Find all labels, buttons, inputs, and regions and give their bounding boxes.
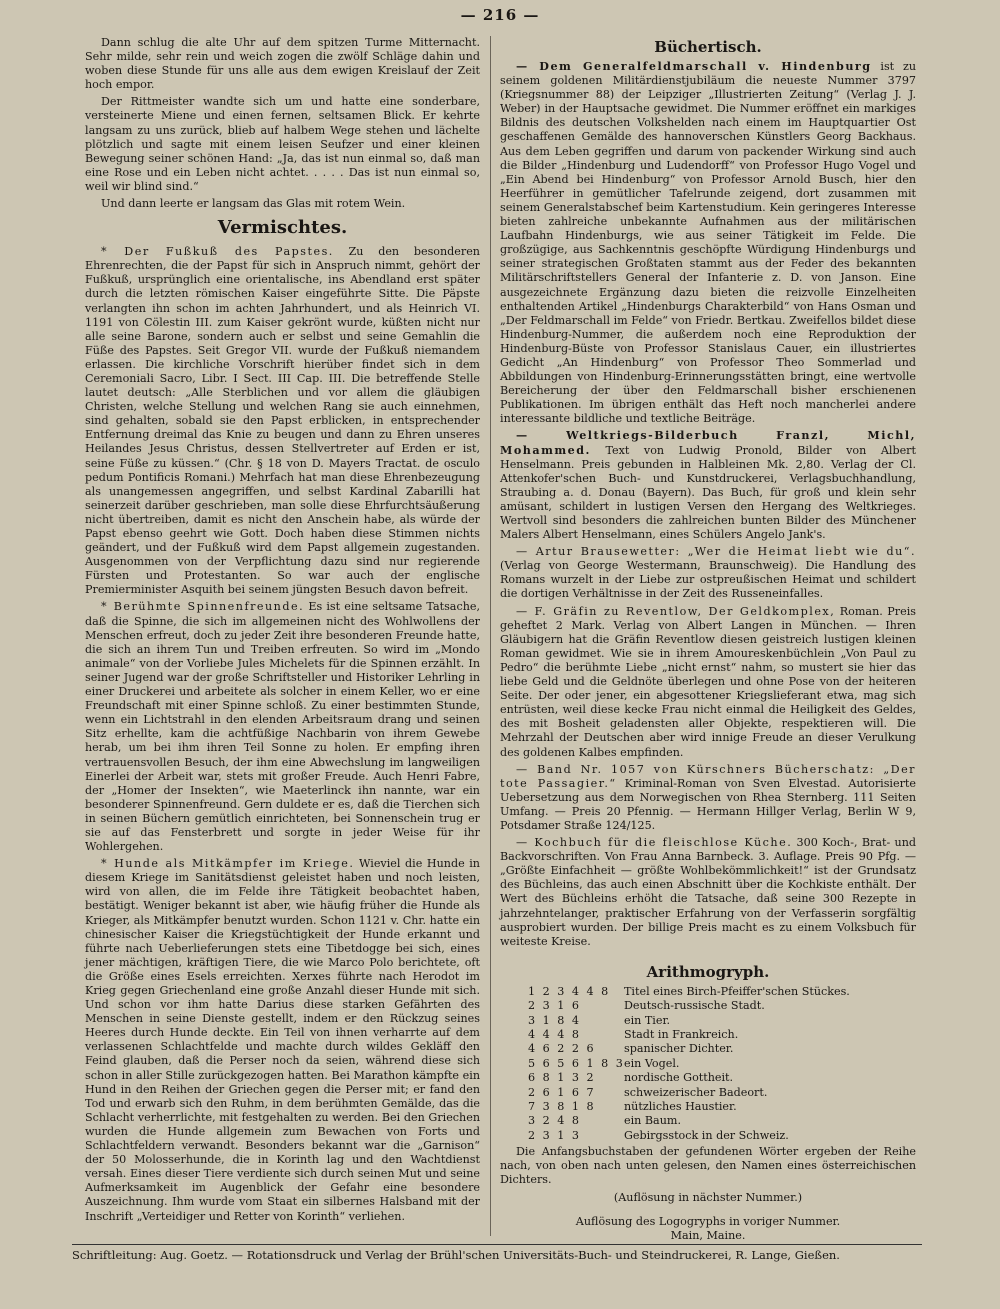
previous-solution-answer: Main, Maine. [670, 1228, 746, 1242]
arithmogryph-row [500, 1086, 916, 1100]
arithmogryph-row [500, 1042, 916, 1056]
review-text: ist zu seinem goldenen Militärdienstjubiläum die neueste Nummer 3797 (Kriegsnummer 88) der Leipziger „Illustrierten Zeitung“ (Verlag J. J. Weber) in der Hauptsache gewidmet. Die Nummer eröffnet ein markiges Bildnis des deutschen Volkshelden nach einem im Hauptquartier Ost geschaffenen Gemälde des hannoverschen Künstlers Georg Backhaus. Aus dem Leben gegriffen und darum von packender Wirkung sind auch die Bilder „Hindenburg und Ludendorff“ von Professor Hugo Vogel und „Ein Abend bei Hindenburg“ von Professor Arnold Busch, hier den Heerführer in gemütlicher Tafelrunde zeigend, dort zusammen mit seinem Generalstabschef beim Kartenstudium. Kein geringeres Interesse bieten zahlreiche unbekannte Aufnahmen aus der militärischen Laufbahn Hindenburgs, wie aus seiner Tätigkeit im Felde. Die großzügige, aus Sachkenntnis geschöpfte Würdigung Hindenburgs und seiner strategischen Großtaten stammt aus der Feder des bekannten Militärschriftstellers General der Infanterie z. D. von Janson. Eine ausgezeichnete Ergänzung dazu bieten die reizvolle Einzelheiten enthaltenden Artikel „Hindenburgs Charakterbild“ von Hans Osman und „Der Feldmarschall im Felde“ von Friedr. Bertkau. Zweifellos bildet diese Hindenburg-Nummer, die außerdem noch eine Reproduktion der Hindenburg-Büste von Professor Stanislaus Cauer, ein illustriertes Gedicht „An Hindenburg“ von Professor Theo Sommerlad und Abbildungen von Hindenburg-Erinnerungsstätten bringt, eine wertvolle Bereicherung der über den Feldmarschall bisher erschienenen Publikationen. Im übrigen enthält das Heft noch mancherlei andere interessante bildliche und textliche Beiträge. [500, 60, 916, 426]
section-heading-buechertisch: Büchertisch. [654, 38, 762, 56]
arithmogryph-clue: nordische Gottheit. [624, 1071, 734, 1085]
arithmogryph-clue: Stadt in Frankreich. [624, 1028, 739, 1042]
arithmogryph-row [500, 1057, 916, 1071]
arithmogryph-number: 4 6 2 2 6 [528, 1042, 596, 1056]
arithmogryph-number: 2 6 1 6 7 [528, 1085, 596, 1099]
arithmogryph-clue: ein Tier. [624, 1013, 671, 1027]
arithmogryph-number: 7 3 8 1 8 [528, 1100, 596, 1114]
previous-solution-label: Auflösung des Logogryphs in voriger Nummer. [575, 1214, 841, 1228]
arithmogryph-clue: ein Baum. [624, 1114, 681, 1128]
review-bilderbuch [500, 429, 916, 542]
arithmogryph-clue: ein Vogel. [624, 1056, 680, 1070]
review-kuerschner [500, 763, 916, 833]
arithmogryph-note: Die Anfangsbuchstaben der gefundenen Wörter ergeben der Reihe nach, von oben nach unten gelesen, den Namen eines österreichischen Dichters. [500, 1145, 916, 1187]
review-text: Roman. Preis geheftet 2 Mark. Verlag von Albert Langen in München. — Ihren Gläubigern hat die Gräfin Reventlow diesen geistreich lustigen kleinen Roman gewidmet. Wie sie in ihrem Amoureskenbüchlein „Von Paul zu Pedro“ die berühmte Liebe „nicht ernst“ nahm, so mustert sie hier das liebe Geld und die Geldnöte überlegen und ohne Pose von der heiteren Seite. Der oder jener, ein abgesottener Kriegslieferant etwa, mag sich entrüsten, weil diese kecke Frau nicht einmal die Heiligkeit des Geldes, des mit Bosheit geladensten aller Objekte, respektieren will. Die Mehrzahl der Deutschen aber wird innige Freude an dieser Verulkung des goldenen Kalbes empfinden. [500, 604, 916, 759]
article-papst [85, 245, 480, 597]
review-text: (Verlag von George Westermann, Braunschweig). Die Handlung des Romans wurzelt in der Liebe zur ostpreußischen Heimat und schildert die dortigen Verhältnisse in der Zeit des Russeneinfalles. [500, 559, 916, 601]
article-text: Wieviel die Hunde in diesem Kriege im Sanitätsdienst geleistet haben und noch leisten, wird von allen, die im Felde ihre Tätigkeit beobachtet haben, bestätigt. Weniger bekannt ist aber, wie häufig früher die Hunde als Krieger, als Mitkämpfer benutzt wurden. Schon 1121 v. Chr. hatte ein chinesischer Kaiser die Kriegstüchtigkeit der Hunde erkannt und führte nach Ueberlieferungen stets eine Tibetdogge bei sich, eines jener mächtigen, kräftigen Tiere, die wie Marco Polo berichtete, oft die Größe eines Esels erreichten. Xerxes führte nach Herodot im Krieg gegen Griechenland eine große Anzahl dieser Hunde mit sich. Und schon vor ihm hatte Darius diese starken Gefährten des Menschen in seine Dienste gestellt, indem er den Rückzug seines Heeres durch Hunde deckte. Ein Teil von ihnen verharrte auf dem verlassenen Schlachtfelde und machte durch wildes Gekläff den Feind glauben, daß die Perser noch da seien, während diese sich schon in aller Stille zurückgezogen hatten. Bei Marathon kämpfte ein Hund in den Reihen der Griechen gegen die Perser mit; er fand den Tod und erwarb sich den Ruhm, in dem berühmten Gemälde, das die Schlacht verherrlichte, mit festgehalten zu werden. Bei den Griechen wurden die Hunde allgemein zum Bewachen von Forts und Schlachtfeldern verwandt. Besonders bekannt war die „Garnison“ der 50 Molosserhunde, die in Korinth lag und den Wachtdienst versah. Eines dieser Tiere verdiente sich durch seinen Mut und seine Aufmerksamkeit im Augenblick der Gefahr eine besondere Auszeichnung. Ihm wurde vom Staat ein silbernes Halsband mit der Inschrift „Verteidiger und Retter von Korinth“ verliehen. [85, 857, 480, 1223]
arithmogryph-clue: spanischer Dichter. [624, 1042, 734, 1056]
review-title: — Weltkriegs-Bilderbuch Franzl, Michl, Mohammed. [500, 429, 916, 457]
arithmogryph-clue: Titel eines Birch-Pfeiffer'schen Stückes. [624, 984, 850, 998]
arithmogryph-puzzle [500, 963, 916, 1243]
article-title: * Hunde als Mitkämpfer im Kriege. [101, 857, 355, 871]
section-heading-vermischtes: Vermischtes. [217, 217, 348, 239]
review-text: 300 Koch-, Brat- und Backvorschriften. Von Frau Anna Barnbeck. 3. Auflage. Preis 90 Pfg. — „Größte Einfachheit — größte Wohlbekömmlichkeit!“ ist der Grundsatz des Büchleins, das auch einen Abschnitt über die Kochkiste enthält. Der Wert des Büchleins erhöht die Tatsache, daß seine 300 Rezepte in jahrzehntelanger, praktischer Erfahrung von der Verfasserin sorgfältig ausprobiert wurden. Der billige Preis macht es zu einem Volksbuch für weiteste Kreise. [500, 836, 916, 948]
arithmogryph-number: 4 4 4 8 [528, 1028, 581, 1042]
review-title: — Dem Generalfeldmarschall v. Hindenburg [516, 60, 872, 73]
review-title: — Band Nr. 1057 von Kürschners Bücherschatz: „Der tote Passagier.“ [500, 762, 916, 790]
review-title: — Artur Brausewetter: „Wer die Heimat liebt wie du“. [516, 545, 916, 559]
review-reventlow [500, 605, 916, 760]
review-hindenburg [500, 60, 916, 426]
arithmogryph-number: 1 2 3 4 4 8 [528, 984, 611, 998]
arithmogryph-clue: schweizerischer Badeort. [624, 1085, 768, 1099]
arithmogryph-rows [500, 985, 916, 1143]
arithmogryph-number: 3 2 4 8 [528, 1114, 581, 1128]
review-title: — F. Gräfin zu Reventlow, Der Geldkomplex, [516, 604, 836, 618]
article-text: Zu den besonderen Ehrenrechten, die der Papst für sich in Anspruch nimmt, gehört der Fußkuß, ursprünglich eine orientalische, ins Abendland erst später durch die letzten römischen Kaiser eingeführte Sitte. Die Päpste verlangten ihn schon im achten Jahrhundert, und als Heinrich VI. 1191 von Cölestin III. zum Kaiser gekrönt wurde, küßten nicht nur alle seine Barone, sondern auch er selbst und seine Gemahlin die Füße des Papstes. Seit Gregor VII. wurde der Fußkuß niemandem erlassen. Die kirchliche Vorschrift hierüber findet sich in dem Ceremoniali Sacro, Libr. I Sect. III Cap. III. Die betreffende Stelle lautet deutsch: „Alle Sterblichen und vor allem die gläubigen Christen, welche Stellung und welchen Rang sie auch einnehmen, sind gehalten, sobald sie den Papst erblicken, in entsprechender Entfernung dreimal das Knie zu beugen und dann zu Ehren unseres Heilandes Jesus Christus, dessen Stellvertreter auf Erden er ist, seine Füße zu küssen.“ (Chr. § 18 von D. Mayers Tractat. de osculo pedum Pontificis Romani.) Mehrfach hat man diese Ehrenbezeugung als unangemessen angegriffen, und selbst Kardinal Zabarilli hat seinerzeit darüber geschrieben, man solle diese Ehrfurchtsäußerung nicht übertreiben, damit es nicht den Anschein habe, als würde der Papst ebenso geehrt wie Gott. Doch haben diese Stimmen nichts geändert, und der Fußkuß wird dem Papst allgemein zugestanden. Ausgenommen von der Verpflichtung dazu sind nur regierende Fürsten und Protestanten. So war auch der englische Premierminister Asquith bei seinem jüngsten Besuch davon befreit. [85, 245, 480, 597]
page-number: — 216 — [460, 6, 540, 24]
column-divider [490, 36, 491, 1236]
arithmogryph-row [500, 985, 916, 999]
arithmogryph-heading: Arithmogryph. [646, 962, 770, 981]
review-brausewetter [500, 545, 916, 601]
article-hunde [85, 857, 480, 1223]
article-title: * Der Fußkuß des Papstes. [101, 245, 334, 259]
story-paragraph: Und dann leerte er langsam das Glas mit rotem Wein. [101, 197, 406, 211]
arithmogryph-row [500, 1028, 916, 1042]
review-title: — Kochbuch für die fleischlose Küche. [516, 836, 793, 850]
arithmogryph-row [500, 1129, 916, 1143]
arithmogryph-number: 2 3 1 3 [528, 1128, 581, 1142]
arithmogryph-row [500, 1100, 916, 1114]
arithmogryph-row [500, 1071, 916, 1085]
arithmogryph-row [500, 1014, 916, 1028]
arithmogryph-number: 6 8 1 3 2 [528, 1071, 596, 1085]
arithmogryph-row [500, 1114, 916, 1128]
arithmogryph-number: 5 6 5 6 1 8 3 [528, 1056, 625, 1070]
arithmogryph-number: 3 1 8 4 [528, 1013, 581, 1027]
arithmogryph-number: 2 3 1 6 [528, 999, 581, 1013]
arithmogryph-clue: Deutsch-russische Stadt. [624, 999, 765, 1013]
review-text: Kriminal-Roman von Sven Elvestad. Autorisierte Uebersetzung aus dem Norwegischen von Rhea Sternberg. 111 Seiten Umfang. — Preis 20 Pfennig. — Hermann Hillger Verlag, Berlin W 9, Potsdamer Straße 124/125. [500, 776, 916, 832]
arithmogryph-solution-next: (Auflösung in nächster Nummer.) [613, 1190, 803, 1204]
article-text: Es ist eine seltsame Tatsache, daß die Spinne, die sich im allgemeinen nicht des Wohlwollens der Menschen erfreut, doch zu jeder Zeit ihre besonderen Freunde hatte, die sich an ihrem Tun und Treiben erfreuten. So wird im „Mondo animale“ von der Vorliebe Jules Michelets für die Spinnen erzählt. In seiner Jugend war der große Schriftsteller und Historiker Lehrling in einer Druckerei und arbeitete als solcher in einem Keller, wo er eine Freundschaft mit einer Spinne schloß. Zu einer bestimmten Stunde, wenn ein Lichtstrahl in den elenden Arbeitsraum drang und seinen Sitz erhellte, kam die achtfüßige Nachbarin von ihrem Gewebe herab, um bei ihm ihren Teil Sonne zu holen. Er empfing ihren vertrauensvollen Besuch, der ihm eine Abwechslung im langweiligen Einerlei der Arbeit war, stets mit großer Freude. Auch Henri Fabre, der „Homer der Insekten“, wie Maeterlinck ihn nannte, war ein besonderer Spinnenfreund. Gern duldete er es, daß die Tierchen sich in seinen Büchern gemütlich einrichteten, bei Sonnenschein trug er sie auf das Fensterbrett und sorgte in jeder Weise für ihr Wohlergehen. [85, 600, 481, 854]
article-spinnen [85, 600, 480, 854]
story-paragraph: Dann schlug die alte Uhr auf dem spitzen Turme Mitternacht. Sehr milde, sehr rein und weich zogen die zwölf Schläge dahin und woben diese Stunde für uns alle aus dem ewigen Kreislauf der Zeit hoch empor. [85, 36, 480, 92]
arithmogryph-clue: nützliches Haustier. [624, 1100, 737, 1114]
right-column [500, 36, 916, 1243]
review-text: Text von Ludwig Pronold, Bilder von Albert Henselmann. Preis gebunden in Halbleinen Mk. 2,80. Verlag der Cl. Attenkofer'schen Buch- und Kunstdruckerei, Verlagsbuchhandlung, Straubing a. d. Donau (Bayern). Das Buch, für groß und klein sehr amüsant, schildert in lustigen Versen den Hergang des Weltkrieges. Wertvoll sind besonders die zahlreichen bunten Bilder des Münchener Malers Albert Henselmann, eines Schülers Angelo Jank's. [500, 443, 916, 542]
review-kochbuch [500, 836, 916, 949]
arithmogryph-row [500, 999, 916, 1013]
imprint-footer: Schriftleitung: Aug. Goetz. — Rotationsdruck und Verlag der Brühl'schen Universitäts-Buch- und Steindruckerei, R. Lange, Gießen. [72, 1244, 922, 1262]
article-title: * Berühmte Spinnenfreunde. [101, 600, 305, 614]
left-column [85, 36, 480, 1224]
story-paragraph: Der Rittmeister wandte sich um und hatte eine sonderbare, versteinerte Miene und einen fernen, seltsamen Blick. Er kehrte langsam zu uns zurück, blieb auf halbem Wege stehen und lächelte plötzlich und sagte mit einem leisen Seufzer und einer kleinen Bewegung seiner schönen Hand: „Ja, das ist nun einmal so, daß man eine Rose und ein Leben nicht achtet. . . . . Das ist nun einmal so, weil wir blind sind.“ [85, 95, 480, 193]
arithmogryph-clue: Gebirgsstock in der Schweiz. [624, 1128, 789, 1142]
